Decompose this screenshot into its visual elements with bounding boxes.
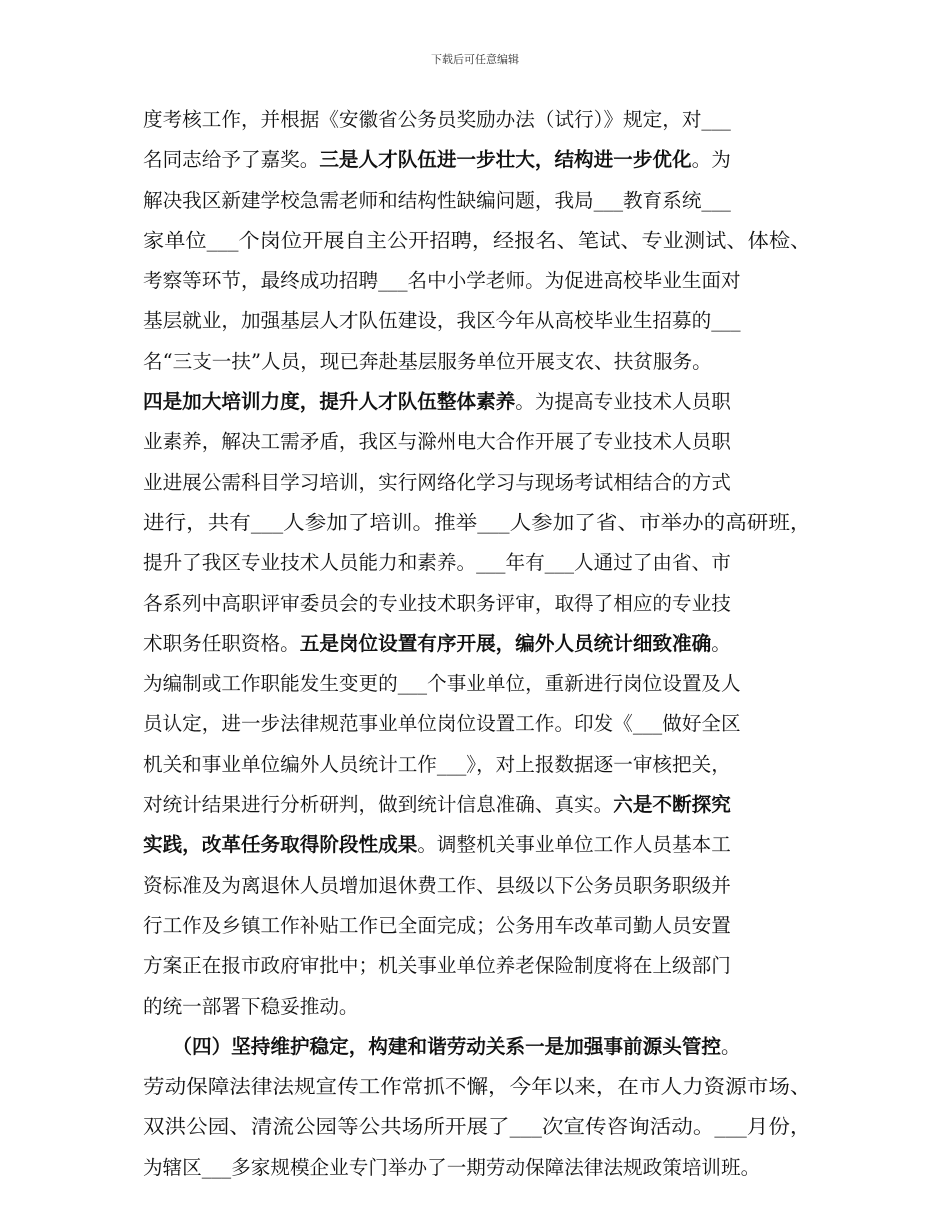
text-segment: 度考核工作，并根据《安徽省公务员奖励办法（试行）》规定，对___	[143, 108, 731, 131]
text-line	[143, 1067, 811, 1107]
text-segment: 为编制或工作职能发生变更的___个事业单位，重新进行岗位设置及人	[143, 672, 741, 696]
text-segment: 基层就业，加强基层人才队伍建设，我区今年从高校毕业生招募的___	[143, 309, 741, 333]
text-line	[143, 543, 811, 583]
text-segment: 进行，共有___人参加了培训。推举___人参加了省、市举办的高研班，	[143, 510, 812, 534]
text-segment: 各系列中高职评审委员会的专业技术职务评审，取得了相应的专业技	[143, 591, 731, 615]
text-segment: 提升了我区专业技术人员能力和素养。___年有___人通过了由省、市	[143, 551, 731, 575]
text-line	[143, 1148, 811, 1188]
text-line-content	[143, 785, 731, 825]
text-line-content	[143, 503, 811, 543]
text-segment: 方案正在报市政府审批中；机关事业单位养老保险制度将在上级部门	[143, 954, 731, 978]
text-line	[143, 704, 811, 744]
text-segment: 对统计结果进行分析研判，做到统计信息准确、真实。	[143, 793, 614, 817]
text-line-content	[143, 1148, 760, 1188]
text-line-content	[143, 181, 731, 221]
bold-text-segment: 六是不断探究	[613, 793, 731, 817]
text-line-content	[143, 422, 731, 462]
text-line-content	[143, 664, 741, 704]
text-line-content	[143, 866, 731, 906]
text-segment: 解决我区新建学校急需老师和结构性缺编问题，我局___教育系统___	[143, 188, 731, 212]
text-segment: 劳动保障法律法规宣传工作常抓不懈，今年以来，在市人力资源市场、	[143, 1075, 812, 1099]
text-segment: 名同志给予了嘉奖。	[143, 148, 320, 172]
text-line-content	[143, 987, 359, 1027]
text-line-content	[143, 624, 731, 664]
document-body	[143, 100, 811, 1188]
text-line	[143, 1027, 811, 1067]
text-line-content	[143, 382, 731, 422]
text-line	[143, 987, 811, 1027]
text-segment: 家单位___个岗位开展自主公开招聘，经报名、笔试、专业测试、体检、	[143, 228, 812, 252]
text-line	[143, 825, 811, 865]
text-segment: 。为	[691, 148, 731, 172]
text-line-content	[143, 140, 731, 180]
text-line	[143, 301, 811, 341]
text-line	[143, 140, 811, 180]
text-segment: 。为提高专业技术人员职	[515, 390, 731, 414]
text-line	[143, 261, 811, 301]
text-line-content	[143, 261, 741, 301]
text-line	[143, 342, 811, 382]
text-segment: 为辖区___多家规模企业专门举办了一期劳动保障法律法规政策培训班。	[143, 1155, 761, 1179]
text-line	[143, 422, 811, 462]
text-line-content	[143, 301, 741, 341]
text-segment: 双洪公园、清流公园等公共场所开展了___次宣传咨询活动。___月份，	[143, 1115, 812, 1139]
text-segment: 。调整机关事业单位工作人员基本工	[417, 833, 731, 857]
page-header: 下载后可任意编辑	[431, 53, 519, 66]
text-line	[143, 906, 811, 946]
text-line	[143, 866, 811, 906]
text-line-content	[143, 221, 811, 261]
bold-text-segment: 三是人才队伍进一步壮大，结构进一步优化	[319, 148, 692, 172]
text-segment: 考察等环节，最终成功招聘___名中小学老师。为促进高校毕业生面对	[143, 269, 741, 293]
text-line	[143, 664, 811, 704]
text-segment: 员认定，进一步法律规范事业单位岗位设置工作。印发《___做好全区	[143, 712, 741, 736]
text-line	[143, 463, 811, 503]
text-line	[143, 181, 811, 221]
text-segment: 业进展公需科目学习培训，实行网络化学习与现场考试相结合的方式	[143, 470, 731, 494]
text-segment: 资标准及为离退休人员增加退休费工作、县级以下公务员职务职级并	[143, 873, 731, 897]
text-line-content	[143, 584, 731, 624]
text-segment: 术职务任职资格。	[143, 631, 300, 655]
text-line-content	[143, 825, 731, 865]
text-line-content	[143, 1027, 741, 1067]
text-segment: 。	[711, 631, 731, 655]
text-segment: 的统一部署下稳妥推动。	[143, 994, 359, 1018]
text-line	[143, 584, 811, 624]
text-line	[143, 503, 811, 543]
text-line-content	[143, 745, 731, 785]
text-line-content	[143, 342, 712, 382]
text-line-content	[143, 1067, 811, 1107]
text-line-content	[143, 704, 741, 744]
text-line	[143, 100, 811, 140]
text-segment: 业素养，解决工需矛盾，我区与滁州电大合作开展了专业技术人员职	[143, 430, 731, 454]
text-line-content	[143, 463, 731, 503]
text-line-content	[143, 100, 731, 140]
text-segment: 名“三支一扶”人员，现已奔赴基层服务单位开展支农、扶贫服务。	[143, 349, 712, 373]
text-line	[143, 624, 811, 664]
text-line-content	[143, 946, 731, 986]
text-line	[143, 1107, 811, 1147]
bold-text-segment: 四是加大培训力度，提升人才队伍整体素养	[143, 390, 516, 414]
text-segment: 行工作及乡镇工作补贴工作已全面完成；公务用车改革司勤人员安置	[143, 913, 731, 937]
text-line	[143, 382, 811, 422]
text-line	[143, 946, 811, 986]
bold-text-segment: （四）坚持维护稳定，构建和谐劳动关系一是加强事前源头管控	[143, 1034, 722, 1058]
bold-text-segment: 实践，改革任务取得阶段性成果	[143, 833, 418, 857]
text-line-content	[143, 906, 731, 946]
text-line	[143, 745, 811, 785]
text-line	[143, 221, 811, 261]
text-line	[143, 785, 811, 825]
text-line-content	[143, 543, 731, 583]
text-segment: 机关和事业单位编外人员统计工作___》，对上报数据逐一审核把关，	[143, 752, 731, 776]
text-line-content	[143, 1107, 811, 1147]
bold-text-segment: 五是岗位设置有序开展，编外人员统计细致准确	[299, 631, 712, 655]
text-segment: 。	[721, 1034, 741, 1058]
